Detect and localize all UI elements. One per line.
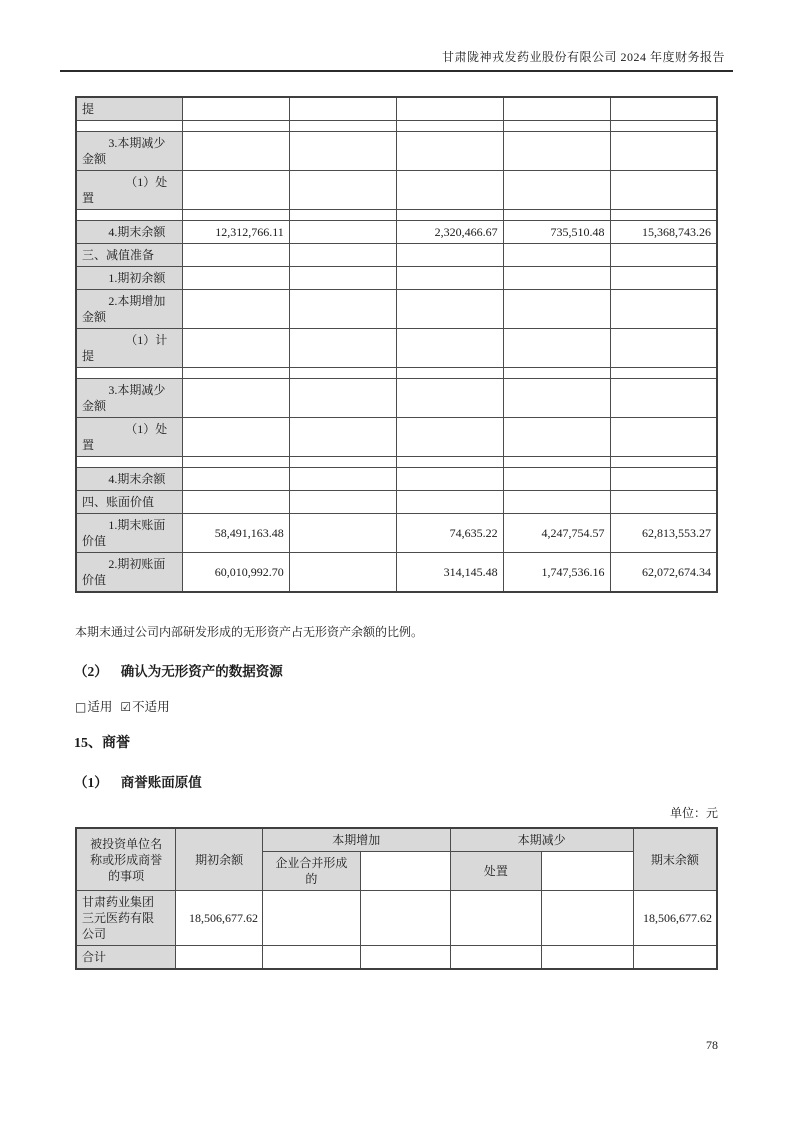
row-label: [76, 121, 182, 132]
table-cell: [503, 491, 610, 514]
table-cell: [289, 514, 396, 553]
table-cell: [503, 97, 610, 121]
table-cell: 1,747,536.16: [503, 553, 610, 593]
col-header-opening-balance: 期初余额: [176, 828, 263, 891]
row-label: 3.本期减少金额: [76, 379, 182, 418]
intangibles-table-body: [76, 97, 717, 592]
applicable-label: 适用: [87, 700, 113, 714]
table-cell: [610, 468, 717, 491]
table-cell: [182, 468, 289, 491]
row-label: 甘肃药业集团三元医药有限公司: [76, 891, 176, 946]
table-cell: [610, 379, 717, 418]
table-cell: [633, 946, 717, 970]
table-cell: [503, 267, 610, 290]
table-cell: [182, 132, 289, 171]
row-label: （1）处置: [76, 418, 182, 457]
table-cell: [182, 379, 289, 418]
table-cell: [182, 210, 289, 221]
table-cell: 2,320,466.67: [396, 221, 503, 244]
section-heading-goodwill-original-value: [74, 771, 202, 791]
table-cell: [610, 368, 717, 379]
table-cell: [610, 171, 717, 210]
table-cell: [610, 210, 717, 221]
table-cell: [503, 379, 610, 418]
table-cell: 12,312,766.11: [182, 221, 289, 244]
table-cell: [503, 457, 610, 468]
table-cell: [176, 946, 263, 970]
table-cell: [396, 267, 503, 290]
table-cell: [396, 418, 503, 457]
row-label: （1）处置: [76, 171, 182, 210]
row-label: 2.期初账面价值: [76, 553, 182, 593]
table-cell: 58,491,163.48: [182, 514, 289, 553]
table-cell: [396, 329, 503, 368]
table-cell: [182, 491, 289, 514]
row-label: [76, 457, 182, 468]
table-cell: [542, 891, 634, 946]
table-cell: [289, 171, 396, 210]
table-cell: [503, 468, 610, 491]
table-cell: [182, 457, 289, 468]
table-row: [76, 514, 717, 553]
table-cell: [610, 244, 717, 267]
row-label: 4.期末余额: [76, 221, 182, 244]
col-header-increase-other: [360, 852, 450, 891]
table-cell: [610, 97, 717, 121]
table-cell: [289, 379, 396, 418]
table-row: [76, 553, 717, 593]
table-cell: 74,635.22: [396, 514, 503, 553]
section-number: （2）: [74, 664, 108, 679]
table-cell: [182, 368, 289, 379]
section-title: 商誉账面原值: [120, 775, 202, 790]
row-label: [76, 368, 182, 379]
table-cell: [289, 210, 396, 221]
table-row: [76, 418, 717, 457]
table-cell: [360, 891, 450, 946]
table-row: [76, 221, 717, 244]
row-label: 4.期末余额: [76, 468, 182, 491]
table-cell: [182, 97, 289, 121]
section-title: 商誉: [102, 736, 130, 751]
section-heading-data-resources: [74, 660, 283, 680]
table-cell: [503, 210, 610, 221]
row-label: 1.期末账面价值: [76, 514, 182, 553]
col-header-decrease-group: 本期减少: [450, 828, 633, 852]
table-cell: [182, 290, 289, 329]
table-cell: [289, 290, 396, 329]
table-cell: [610, 267, 717, 290]
table-cell: [610, 418, 717, 457]
table-cell: [396, 368, 503, 379]
row-label: 提: [76, 97, 182, 121]
table-row: [76, 290, 717, 329]
row-label: [76, 210, 182, 221]
section-heading-goodwill: [74, 732, 130, 752]
table-cell: 18,506,677.62: [633, 891, 717, 946]
table-row: [76, 121, 717, 132]
table-cell: [182, 267, 289, 290]
col-header-decrease-other: [542, 852, 634, 891]
table-cell: [610, 457, 717, 468]
table-cell: [289, 457, 396, 468]
table-cell: [360, 946, 450, 970]
table-cell: [289, 553, 396, 593]
table-cell: [182, 244, 289, 267]
table-row: [76, 132, 717, 171]
table-cell: [503, 121, 610, 132]
table-row: [76, 368, 717, 379]
table-row: [76, 491, 717, 514]
table-row: [76, 946, 717, 970]
table-cell: [396, 491, 503, 514]
col-header-increase-group: 本期增加: [263, 828, 450, 852]
row-label: 1.期初余额: [76, 267, 182, 290]
row-label: 2.本期增加金额: [76, 290, 182, 329]
table-cell: [396, 379, 503, 418]
table-cell: 62,813,553.27: [610, 514, 717, 553]
table-cell: [182, 329, 289, 368]
table-cell: 735,510.48: [503, 221, 610, 244]
table-row: [76, 457, 717, 468]
table-cell: [396, 132, 503, 171]
table-cell: [610, 290, 717, 329]
table-cell: [503, 244, 610, 267]
table-cell: [263, 891, 361, 946]
table-cell: [396, 468, 503, 491]
table-cell: [610, 121, 717, 132]
table-cell: [396, 121, 503, 132]
row-label: 四、账面价值: [76, 491, 182, 514]
table-cell: 18,506,677.62: [176, 891, 263, 946]
not-applicable-checkbox-icon: ☑: [120, 700, 132, 714]
unit-label: 单位：元: [669, 806, 718, 820]
row-label: 合计: [76, 946, 176, 970]
table-cell: [396, 244, 503, 267]
col-header-investee: 被投资单位名称或形成商誉的事项: [76, 828, 176, 891]
table-row: [76, 171, 717, 210]
section-number: （1）: [74, 775, 108, 790]
table-cell: 4,247,754.57: [503, 514, 610, 553]
table-cell: [289, 329, 396, 368]
applicability-line: [75, 697, 170, 715]
table-cell: [542, 946, 634, 970]
table-cell: [450, 946, 542, 970]
table-cell: [503, 132, 610, 171]
table-cell: [610, 329, 717, 368]
goodwill-original-value-table: [75, 827, 718, 970]
table-row: [76, 468, 717, 491]
running-header: [60, 48, 733, 72]
table-cell: [289, 418, 396, 457]
applicable-checkbox-icon: □: [75, 700, 87, 714]
table-cell: [289, 244, 396, 267]
table-row: [76, 329, 717, 368]
goodwill-table-body: [76, 891, 717, 970]
table-cell: 15,368,743.26: [610, 221, 717, 244]
intangibles-continuation-table: [75, 96, 718, 593]
table-cell: [289, 491, 396, 514]
table-cell: [396, 210, 503, 221]
table-cell: [263, 946, 361, 970]
table-cell: [503, 171, 610, 210]
table-cell: [289, 368, 396, 379]
internal-rnd-note: 本期末通过公司内部研发形成的无形资产占无形资产余额的比例。: [75, 625, 424, 639]
table-cell: [289, 132, 396, 171]
table-cell: 62,072,674.34: [610, 553, 717, 593]
table-cell: [289, 221, 396, 244]
table-row: [76, 210, 717, 221]
section-number: 15、: [74, 736, 102, 751]
table-cell: [182, 171, 289, 210]
table-cell: [289, 267, 396, 290]
not-applicable-label: 不适用: [132, 700, 170, 714]
table-cell: [503, 290, 610, 329]
table-row: [76, 244, 717, 267]
table-cell: [289, 468, 396, 491]
col-header-disposal: 处置: [450, 852, 542, 891]
table-row: [76, 267, 717, 290]
table-row: [76, 97, 717, 121]
table-cell: [182, 418, 289, 457]
table-cell: [396, 171, 503, 210]
table-cell: [396, 290, 503, 329]
table-cell: [396, 97, 503, 121]
report-title: 甘肃陇神戎发药业股份有限公司 2024 年度财务报告: [441, 50, 725, 64]
table-cell: [503, 418, 610, 457]
table-row: [76, 379, 717, 418]
row-label: 3.本期减少金额: [76, 132, 182, 171]
col-header-business-combination: 企业合并形成的: [263, 852, 361, 891]
table-cell: [610, 132, 717, 171]
col-header-closing-balance: 期末余额: [633, 828, 717, 891]
section-title: 确认为无形资产的数据资源: [120, 664, 283, 679]
table-cell: [182, 121, 289, 132]
table-cell: [396, 457, 503, 468]
table-cell: [503, 329, 610, 368]
table-cell: [289, 97, 396, 121]
table-cell: 314,145.48: [396, 553, 503, 593]
row-label: 三、减值准备: [76, 244, 182, 267]
table-cell: [450, 891, 542, 946]
table-cell: [610, 491, 717, 514]
page-number: 78: [706, 1038, 718, 1052]
table-cell: [289, 121, 396, 132]
table-cell: [503, 368, 610, 379]
goodwill-header-row-1: [76, 828, 717, 852]
table-row: [76, 891, 717, 946]
table-cell: 60,010,992.70: [182, 553, 289, 593]
row-label: （1）计提: [76, 329, 182, 368]
